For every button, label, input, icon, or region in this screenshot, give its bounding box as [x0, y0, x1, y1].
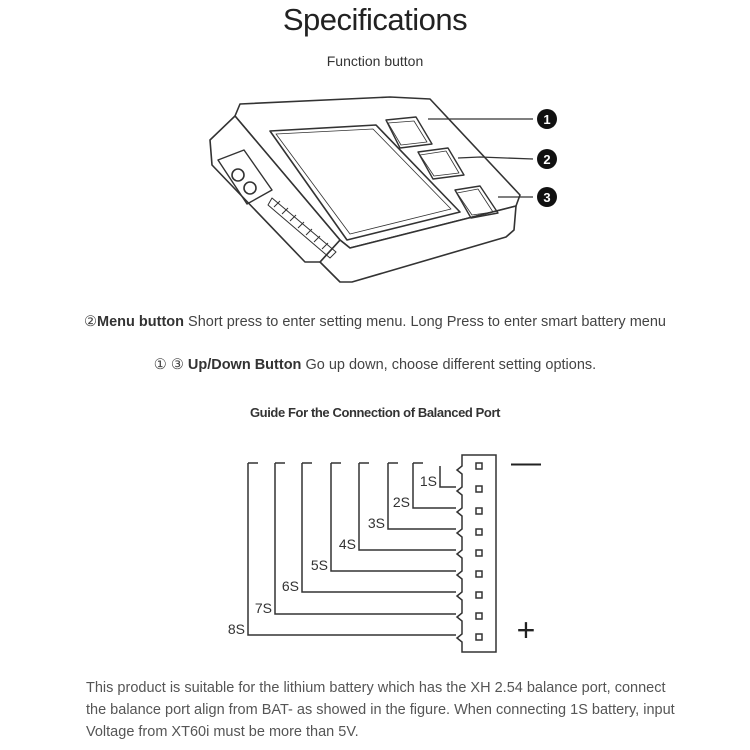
- port-label-2s: 2S: [392, 494, 410, 510]
- svg-text:1: 1: [543, 112, 551, 127]
- updown-button-prefix: ① ③: [153, 357, 188, 373]
- port-label-5s: 5S: [310, 557, 328, 573]
- page-title: Specifications: [282, 2, 468, 37]
- port-label-6s: 6S: [281, 578, 299, 594]
- menu-button-description: [60, 312, 690, 333]
- menu-button-label: Menu button: [97, 314, 184, 330]
- callout-3: [537, 187, 557, 207]
- svg-text:3: 3: [543, 190, 551, 205]
- device-illustration: [0, 80, 750, 290]
- callout-2: [537, 149, 557, 169]
- compatibility-note: This product is suitable for the lithium battery which has the XH 2.54 balance port, connect the balance port align from BAT- as showed in the figure. When connecting 1S battery, input Voltage from XT60i must be more than 5V.: [86, 680, 675, 740]
- port-label-7s: 7S: [254, 600, 272, 616]
- function-button-heading: Function button: [326, 53, 424, 69]
- callout-1: [537, 109, 557, 129]
- port-label-3s: 3S: [367, 515, 385, 531]
- updown-button-label: Up/Down Button: [187, 357, 302, 373]
- port-label-8s: 8S: [227, 621, 245, 637]
- positive-terminal-symbol: +: [516, 612, 536, 648]
- updown-button-description: [60, 355, 690, 376]
- updown-button-text: Go up down, choose different setting options.: [301, 357, 597, 373]
- menu-button-prefix: ②: [84, 314, 98, 330]
- svg-text:2: 2: [543, 152, 551, 167]
- menu-button-text: Short press to enter setting menu. Long Press to enter smart battery menu: [184, 314, 666, 330]
- port-label-4s: 4S: [338, 536, 356, 552]
- port-label-1s: 1S: [419, 473, 437, 489]
- negative-terminal-symbol: —: [511, 446, 541, 479]
- balance-port-diagram: [0, 440, 750, 660]
- guide-title: Guide For the Connection of Balanced Port: [249, 405, 501, 420]
